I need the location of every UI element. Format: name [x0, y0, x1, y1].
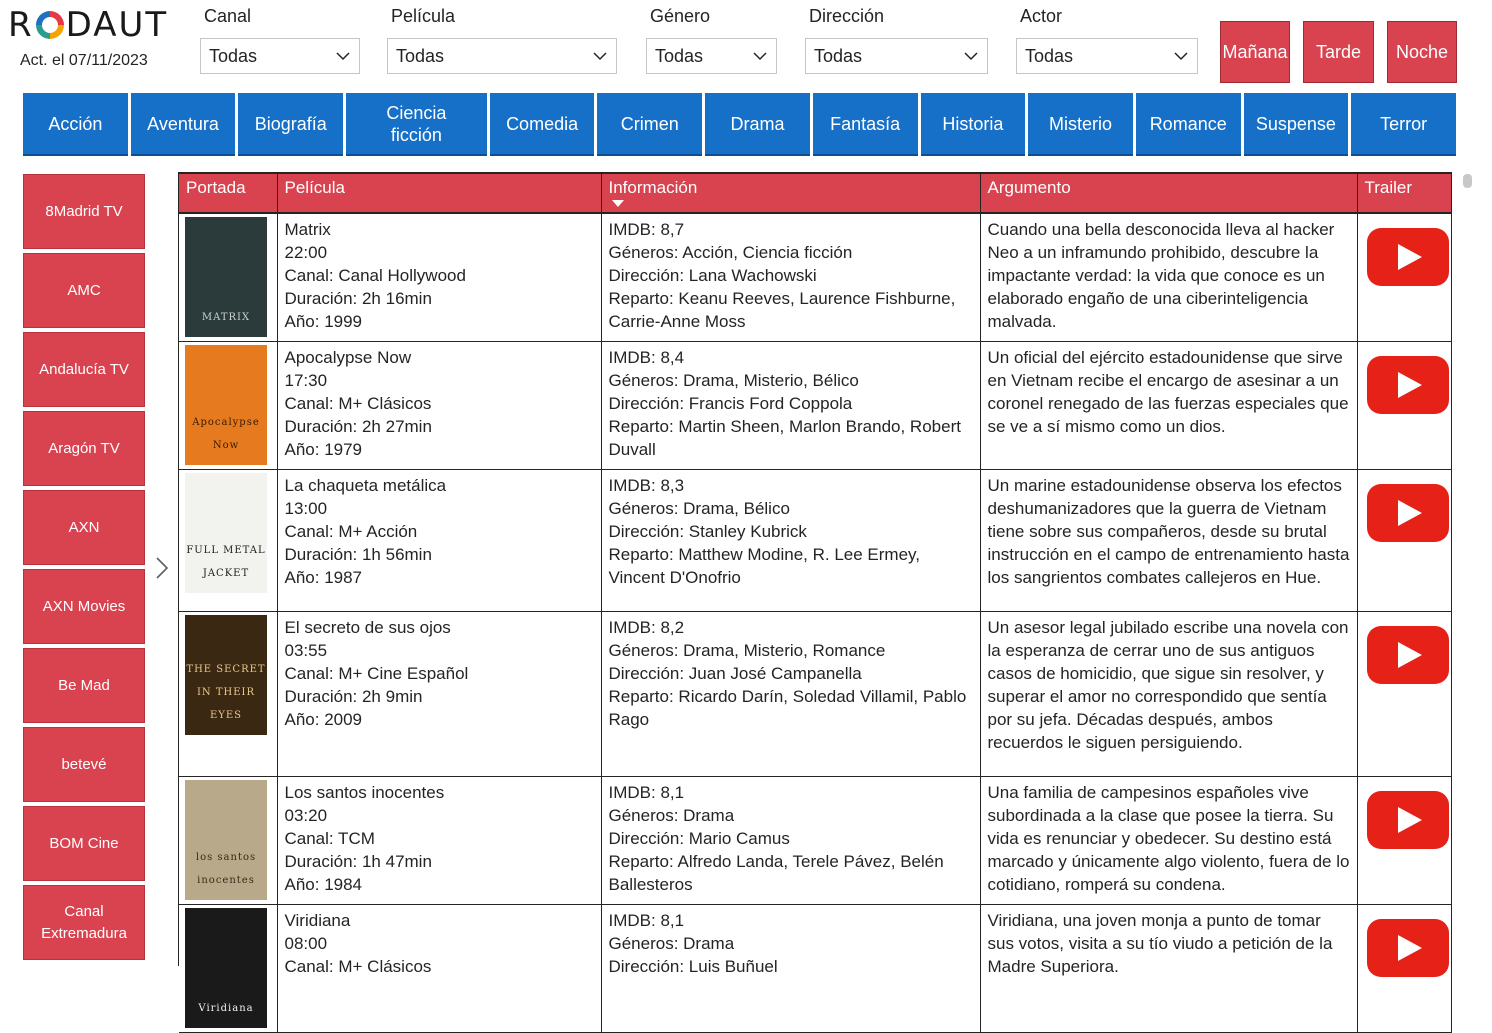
- movie-title: Apocalypse Now: [284, 348, 412, 367]
- movie-time: 22:00: [284, 243, 328, 262]
- logo-o-icon: [36, 11, 64, 39]
- movie-director: Dirección: Stanley Kubrick: [608, 522, 807, 541]
- channel-button[interactable]: AXN: [23, 490, 145, 565]
- movie-cell: [277, 612, 601, 777]
- chevron-down-icon: [592, 48, 608, 64]
- poster-cell: [179, 612, 277, 777]
- chevron-down-icon: [963, 48, 979, 64]
- movie-year: Año: 1979: [284, 440, 363, 459]
- movie-channel: Canal: TCM: [284, 829, 375, 848]
- youtube-play-icon[interactable]: [1367, 356, 1449, 414]
- header-informacion[interactable]: [601, 173, 980, 213]
- genero-dropdown[interactable]: [646, 38, 777, 74]
- movie-title: Viridiana: [284, 911, 351, 930]
- poster-caption: los santos inocentes: [195, 852, 257, 886]
- movie-duration: Duración: 2h 16min: [284, 289, 432, 308]
- chevron-down-icon: [335, 48, 351, 64]
- youtube-play-icon[interactable]: [1367, 919, 1449, 977]
- movie-poster: [185, 345, 267, 465]
- genre-button[interactable]: Misterio: [1028, 93, 1133, 156]
- info-cell: [601, 213, 980, 342]
- youtube-play-icon[interactable]: [1367, 484, 1449, 542]
- movie-time: 03:20: [284, 806, 328, 825]
- movie-channel: Canal: Canal Hollywood: [284, 266, 466, 285]
- movie-title: Los santos inocentes: [284, 783, 445, 802]
- info-cell: [601, 342, 980, 470]
- poster-cell: [179, 777, 277, 905]
- poster-cell: [179, 905, 277, 1033]
- chevron-down-icon: [752, 48, 768, 64]
- filter-actor: [1016, 6, 1198, 74]
- movie-poster: [185, 908, 267, 1028]
- poster-cell: [179, 342, 277, 470]
- movie-director: Dirección: Juan José Campanella: [608, 664, 862, 683]
- scrollbar-thumb[interactable]: [1463, 174, 1472, 188]
- movie-imdb: IMDB: 8,3: [608, 476, 685, 495]
- movie-cast: Reparto: Martin Sheen, Marlon Brando, Robert Duvall: [608, 417, 961, 459]
- table-row: [179, 612, 1451, 777]
- poster-caption: THE SECRET IN THEIR EYES: [186, 664, 266, 721]
- chevron-down-icon: [1173, 48, 1189, 64]
- filter-canal: [200, 6, 360, 74]
- channel-button[interactable]: AXN Movies: [23, 569, 145, 644]
- table-row: [179, 905, 1451, 1033]
- poster-caption: FULL METAL JACKET: [186, 545, 266, 579]
- plot-cell: Un marine estadounidense observa los efectos deshumanizadores que la guerra de Vietnam tiene sobre sus compañeros, desde su brutal instrucción en el campo de entrenamiento hasta los sangrientos combates callejeros en Hue.: [980, 470, 1357, 612]
- channel-button[interactable]: BOM Cine: [23, 806, 145, 881]
- channel-button[interactable]: 8Madrid TV: [23, 174, 145, 249]
- filter-label: Canal: [204, 6, 252, 26]
- dropdown-value: Todas: [814, 45, 863, 66]
- movie-cell: [277, 777, 601, 905]
- info-cell: [601, 905, 980, 1033]
- movie-duration: Duración: 2h 9min: [284, 687, 423, 706]
- movie-cast: Reparto: Alfredo Landa, Terele Pávez, Belén Ballesteros: [608, 852, 944, 894]
- play-triangle-icon: [1398, 935, 1422, 961]
- sort-descending-icon: [612, 200, 624, 207]
- genre-button[interactable]: Fantasía: [813, 93, 918, 156]
- header-informacion-label: Información: [608, 178, 698, 197]
- trailer-cell: [1357, 905, 1451, 1033]
- filter-genero: [646, 6, 777, 74]
- movie-imdb: IMDB: 8,7: [608, 220, 685, 239]
- trailer-cell: [1357, 777, 1451, 905]
- genre-button[interactable]: Aventura: [131, 93, 236, 156]
- movie-genres: Géneros: Drama: [608, 934, 735, 953]
- movie-cell: [277, 213, 601, 342]
- header-pelicula[interactable]: Película: [277, 173, 601, 213]
- tarde-button[interactable]: Tarde: [1303, 21, 1374, 83]
- info-cell: [601, 777, 980, 905]
- poster-caption: Viridiana: [198, 1003, 254, 1014]
- channel-button[interactable]: Be Mad: [23, 648, 145, 723]
- youtube-play-icon[interactable]: [1367, 228, 1449, 286]
- play-triangle-icon: [1398, 500, 1422, 526]
- info-cell: [601, 470, 980, 612]
- trailer-cell: [1357, 470, 1451, 612]
- movie-poster: [185, 473, 267, 593]
- filter-direccion: [805, 6, 988, 74]
- trailer-cell: [1357, 612, 1451, 777]
- genre-button[interactable]: Acción: [23, 93, 128, 156]
- movie-director: Dirección: Lana Wachowski: [608, 266, 817, 285]
- genre-button[interactable]: Drama: [705, 93, 810, 156]
- table-row: [179, 777, 1451, 905]
- movie-cast: Reparto: Ricardo Darín, Soledad Villamil, Pablo Rago: [608, 687, 967, 729]
- play-triangle-icon: [1398, 807, 1422, 833]
- table-row: [179, 470, 1451, 612]
- filter-label: Actor: [1020, 6, 1063, 26]
- movie-director: Dirección: Luis Buñuel: [608, 957, 778, 976]
- genre-button[interactable]: Crimen: [597, 93, 702, 156]
- movie-imdb: IMDB: 8,2: [608, 618, 685, 637]
- filter-label: Dirección: [809, 6, 885, 26]
- channel-button[interactable]: Aragón TV: [23, 411, 145, 486]
- genre-button[interactable]: Ciencia ficción: [346, 93, 487, 156]
- movie-year: Año: 1984: [284, 875, 363, 894]
- movie-imdb: IMDB: 8,4: [608, 348, 685, 367]
- poster-cell: [179, 470, 277, 612]
- genre-button[interactable]: Historia: [921, 93, 1026, 156]
- movie-title: El secreto de sus ojos: [284, 618, 451, 637]
- genre-button[interactable]: Terror: [1351, 93, 1456, 156]
- channel-button[interactable]: Canal Extremadura: [23, 885, 145, 960]
- movie-genres: Géneros: Drama, Misterio, Romance: [608, 641, 886, 660]
- info-cell: [601, 612, 980, 777]
- movie-channel: Canal: M+ Clásicos: [284, 394, 432, 413]
- movie-director: Dirección: Mario Camus: [608, 829, 790, 848]
- plot-cell: Un oficial del ejército estadounidense que sirve en Vietnam recibe el encargo de asesinar a un coronel renegado de las fuerzas especiales que se ve a sí mismo como un dios.: [980, 342, 1357, 470]
- movie-channel: Canal: M+ Acción: [284, 522, 418, 541]
- table-header-row: [179, 173, 1451, 213]
- chevron-right-icon[interactable]: [153, 556, 171, 580]
- movies-table: [178, 172, 1450, 1014]
- movie-channel: Canal: M+ Cine Español: [284, 664, 469, 683]
- movie-genres: Géneros: Drama, Bélico: [608, 499, 790, 518]
- movie-cell: [277, 470, 601, 612]
- movie-cast: Reparto: Keanu Reeves, Laurence Fishburne, Carrie-Anne Moss: [608, 289, 956, 331]
- movie-duration: Duración: 2h 27min: [284, 417, 432, 436]
- manana-button[interactable]: Mañana: [1220, 21, 1290, 83]
- channel-list: [23, 174, 145, 964]
- play-triangle-icon: [1398, 372, 1422, 398]
- plot-cell: Cuando una bella desconocida lleva al hacker Neo a un inframundo prohibido, descubre la impactante verdad: la vida que conoce es un elaborado engaño de una ciberinteligencia malvada.: [980, 213, 1357, 342]
- movie-genres: Géneros: Acción, Ciencia ficción: [608, 243, 853, 262]
- movie-cast: Reparto: Matthew Modine, R. Lee Ermey, Vincent D'Onofrio: [608, 545, 920, 587]
- last-updated: Act. el 07/11/2023: [20, 52, 148, 69]
- direccion-dropdown[interactable]: [805, 38, 988, 74]
- movie-cell: [277, 342, 601, 470]
- filter-label: Género: [650, 6, 711, 26]
- movie-time: 03:55: [284, 641, 328, 660]
- dropdown-value: Todas: [655, 45, 704, 66]
- logo: [8, 6, 176, 44]
- movie-year: Año: 1987: [284, 568, 363, 587]
- logo-text: R DAUT: [8, 5, 169, 45]
- table-row: [179, 342, 1451, 470]
- movie-duration: Duración: 1h 56min: [284, 545, 432, 564]
- noche-button[interactable]: Noche: [1387, 21, 1457, 83]
- dropdown-value: Todas: [1025, 45, 1074, 66]
- genre-bar: [23, 93, 1456, 156]
- genre-button[interactable]: Suspense: [1244, 93, 1349, 156]
- movie-year: Año: 2009: [284, 710, 363, 729]
- youtube-play-icon[interactable]: [1367, 791, 1449, 849]
- movie-channel: Canal: M+ Clásicos: [284, 957, 432, 976]
- dropdown-value: Todas: [396, 45, 445, 66]
- poster-caption: MATRIX: [201, 312, 251, 323]
- genre-button[interactable]: Biografía: [238, 93, 343, 156]
- trailer-cell: [1357, 213, 1451, 342]
- actor-dropdown[interactable]: [1016, 38, 1198, 74]
- trailer-cell: [1357, 342, 1451, 470]
- movie-time: 13:00: [284, 499, 328, 518]
- header-trailer[interactable]: Trailer: [1357, 173, 1451, 213]
- movie-year: Año: 1999: [284, 312, 363, 331]
- channel-button[interactable]: AMC: [23, 253, 145, 328]
- channel-button[interactable]: betevé: [23, 727, 145, 802]
- header-portada[interactable]: Portada: [179, 173, 277, 213]
- movie-genres: Géneros: Drama: [608, 806, 735, 825]
- movie-duration: Duración: 1h 47min: [284, 852, 432, 871]
- movie-poster: [185, 217, 267, 337]
- pelicula-dropdown[interactable]: [387, 38, 617, 74]
- plot-cell: Un asesor legal jubilado escribe una novela con la esperanza de cerrar uno de sus antiguos casos de homicidio, que sigue sin resolver, y superar el amor no correspondido que sentía por su jefa. Décadas después, ambos recuerdos le siguen persiguiendo.: [980, 612, 1357, 777]
- movie-poster: [185, 615, 267, 735]
- channel-button[interactable]: Andalucía TV: [23, 332, 145, 407]
- movie-title: Matrix: [284, 220, 331, 239]
- plot-cell: Viridiana, una joven monja a punto de tomar sus votos, visita a su tío viudo a petición de la Madre Superiora.: [980, 905, 1357, 1033]
- youtube-play-icon[interactable]: [1367, 626, 1449, 684]
- filter-pelicula: [387, 6, 617, 74]
- header-argumento[interactable]: Argumento: [980, 173, 1357, 213]
- movie-genres: Géneros: Drama, Misterio, Bélico: [608, 371, 859, 390]
- play-triangle-icon: [1398, 642, 1422, 668]
- poster-cell: [179, 213, 277, 342]
- plot-cell: Una familia de campesinos españoles vive subordinada a la clase que posee la tierra. Su vida es renunciar y obedecer. Su destino está marcado y únicamente algo violento, fuera de lo cotidiano, romperá su condena.: [980, 777, 1357, 905]
- movie-imdb: IMDB: 8,1: [608, 783, 685, 802]
- movie-time: 08:00: [284, 934, 328, 953]
- movie-time: 17:30: [284, 371, 328, 390]
- movie-title: La chaqueta metálica: [284, 476, 447, 495]
- filter-label: Película: [391, 6, 456, 26]
- genre-button[interactable]: Comedia: [490, 93, 595, 156]
- genre-button[interactable]: Romance: [1136, 93, 1241, 156]
- movie-cell: [277, 905, 601, 1033]
- canal-dropdown[interactable]: [200, 38, 360, 74]
- movie-imdb: IMDB: 8,1: [608, 911, 685, 930]
- dropdown-value: Todas: [209, 45, 258, 66]
- poster-caption: Apocalypse Now: [192, 417, 260, 451]
- movie-poster: [185, 780, 267, 900]
- play-triangle-icon: [1398, 244, 1422, 270]
- movie-director: Dirección: Francis Ford Coppola: [608, 394, 853, 413]
- table-row: [179, 213, 1451, 342]
